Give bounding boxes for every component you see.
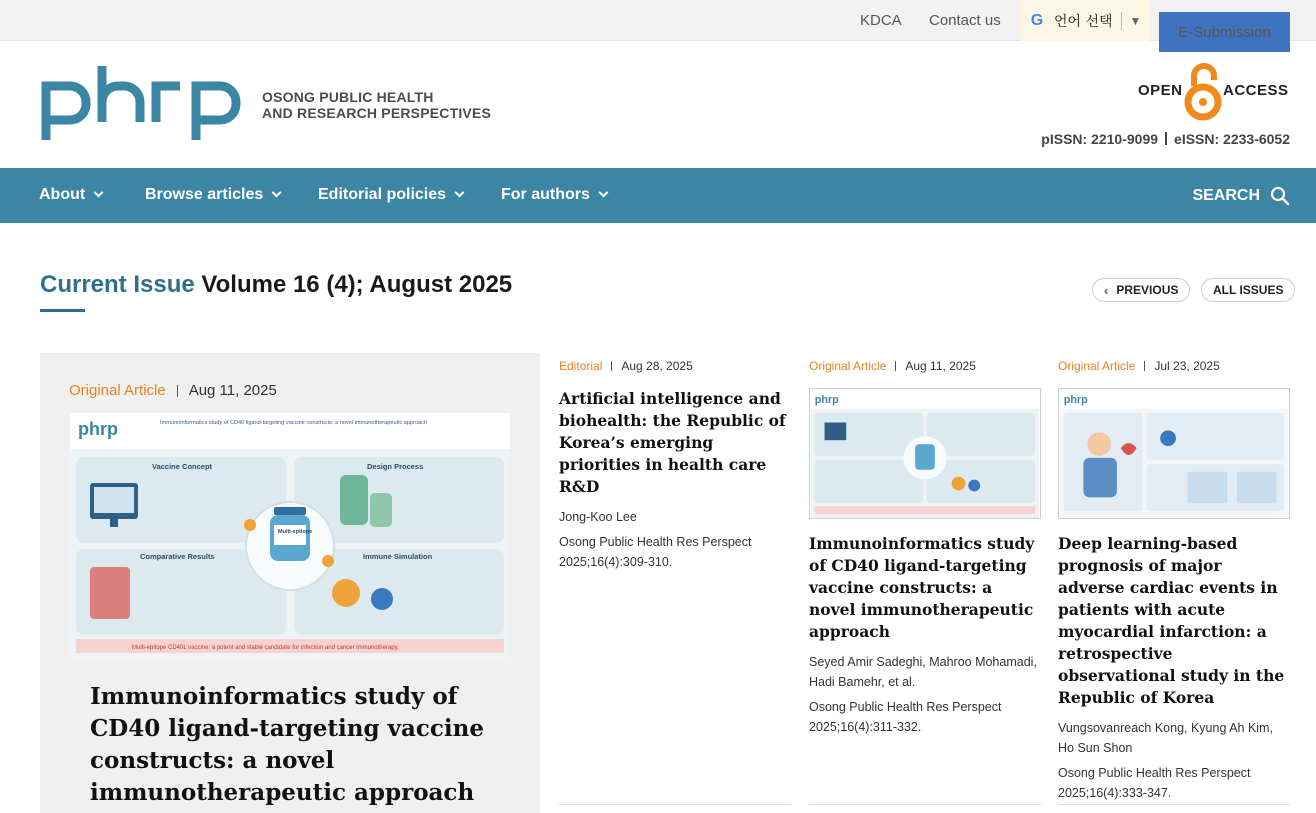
nav-editorial-policies[interactable] bbox=[318, 186, 463, 204]
article-citation: Osong Public Health Res Perspect 2025;16(4):309-310. bbox=[559, 535, 752, 569]
article-authors: Vungsovanreach Kong, Kyung Ah Kim, Ho Sun Shon bbox=[1058, 721, 1273, 755]
open-access-logo bbox=[1138, 62, 1293, 122]
chevron-left-icon: ‹ bbox=[1104, 282, 1109, 298]
meta-divider bbox=[1144, 361, 1145, 371]
current-issue-heading bbox=[40, 271, 512, 299]
language-select-label: 언어 선택 bbox=[1054, 13, 1113, 30]
thumb-logo: phrp bbox=[814, 393, 839, 406]
ga-title: Immunoinformatics study of CD40 ligand-targeting vaccine constructs: a novel immunotherapeutic approach bbox=[160, 420, 428, 426]
article-authors: Seyed Amir Sadeghi, Mahroo Mohamadi, Hadi Bamehr, et al. bbox=[809, 655, 1037, 689]
article-thumbnail[interactable] bbox=[1058, 388, 1290, 519]
article-title[interactable]: Deep learning-based prognosis of major adverse cardiac events in patients with acute myocardial infarction: a retrospective observational study in the Republic of Korea bbox=[1058, 534, 1285, 707]
article-authors: Jong-Koo Lee bbox=[559, 510, 637, 524]
all-issues-button[interactable] bbox=[1201, 278, 1295, 302]
article-thumbnail[interactable] bbox=[809, 388, 1041, 519]
nav-for-authors-label: For authors bbox=[501, 186, 590, 203]
previous-label: PREVIOUS bbox=[1116, 283, 1179, 297]
open-access-lock-icon bbox=[1184, 62, 1222, 122]
article-meta bbox=[1058, 358, 1290, 374]
kdca-link[interactable]: KDCA bbox=[860, 12, 902, 29]
ga-center-label: Multi-epitope bbox=[278, 529, 313, 535]
meta-divider bbox=[895, 361, 896, 371]
chevron-down-icon bbox=[94, 188, 104, 198]
nav-about[interactable] bbox=[39, 186, 102, 204]
current-issue-volume: Volume 16 (4); August 2025 bbox=[201, 271, 513, 298]
article-citation: Osong Public Health Res Perspect 2025;16(4):333-347. bbox=[1058, 766, 1251, 800]
heading-underline bbox=[40, 309, 85, 312]
all-issues-label: ALL ISSUES bbox=[1213, 283, 1284, 297]
ga-logo: phrp bbox=[78, 419, 118, 439]
main-nav bbox=[0, 168, 1316, 223]
article-date: Jul 23, 2025 bbox=[1154, 359, 1220, 373]
contact-us-link[interactable]: Contact us bbox=[929, 12, 1001, 29]
nav-editorial-policies-label: Editorial policies bbox=[318, 186, 447, 203]
featured-article[interactable] bbox=[40, 353, 540, 813]
pissn: pISSN: 2210-9099 bbox=[1041, 131, 1159, 147]
article-card[interactable] bbox=[559, 358, 791, 572]
graphical-abstract-image[interactable] bbox=[70, 413, 510, 660]
chevron-down-icon bbox=[455, 188, 465, 198]
nav-browse-articles-label: Browse articles bbox=[145, 186, 264, 203]
journal-name bbox=[262, 89, 491, 121]
card-divider bbox=[1058, 804, 1290, 805]
open-access-left-text: OPEN bbox=[1138, 82, 1183, 99]
search-button[interactable] bbox=[1192, 186, 1290, 206]
nav-browse-articles[interactable] bbox=[145, 186, 280, 204]
article-type: Editorial bbox=[559, 359, 603, 373]
journal-name-line2: AND RESEARCH PERSPECTIVES bbox=[262, 105, 492, 121]
top-utility-bar bbox=[0, 0, 1316, 41]
article-type: Original Article bbox=[809, 359, 887, 373]
article-title[interactable]: Artificial intelligence and biohealth: the Republic of Korea’s emerging priorities in health care R&D bbox=[559, 389, 786, 496]
ga-panel-comparative-results: Comparative Results bbox=[140, 552, 215, 561]
dropdown-arrow-icon: ▼ bbox=[1129, 13, 1142, 28]
chevron-down-icon bbox=[598, 188, 608, 198]
language-select-divider bbox=[1121, 12, 1122, 30]
chevron-down-icon bbox=[272, 188, 282, 198]
article-meta bbox=[69, 382, 277, 399]
article-date: Aug 11, 2025 bbox=[188, 382, 277, 399]
meta-divider bbox=[177, 385, 178, 397]
search-icon bbox=[1270, 186, 1290, 206]
article-meta bbox=[559, 358, 791, 374]
article-meta bbox=[809, 358, 1041, 374]
current-issue-label: Current Issue bbox=[40, 271, 195, 298]
article-citation: Osong Public Health Res Perspect 2025;16(4):311-332. bbox=[809, 700, 1002, 734]
ga-panel-immune-simulation: Immune Simulation bbox=[363, 552, 433, 561]
nav-for-authors[interactable] bbox=[501, 186, 607, 204]
e-submission-button[interactable]: E-Submission bbox=[1159, 12, 1290, 52]
article-type: Original Article bbox=[69, 382, 166, 399]
eissn: eISSN: 2233-6052 bbox=[1174, 131, 1290, 147]
open-access-right-text: ACCESS bbox=[1223, 82, 1289, 99]
ga-footer: Multi-epitope CD40L vaccine: a potent and stable candidate for infection and cancer immunotherapy. bbox=[132, 645, 399, 651]
issn-info bbox=[1041, 131, 1290, 147]
issn-divider bbox=[1165, 132, 1167, 145]
phrp-logo[interactable] bbox=[40, 62, 252, 144]
article-date: Aug 28, 2025 bbox=[621, 359, 693, 373]
language-select[interactable] bbox=[1020, 0, 1150, 41]
ga-panel-vaccine-concept: Vaccine Concept bbox=[152, 462, 213, 471]
card-divider bbox=[559, 804, 791, 805]
article-type: Original Article bbox=[1058, 359, 1136, 373]
article-card[interactable] bbox=[809, 358, 1041, 737]
search-label: SEARCH bbox=[1192, 187, 1260, 204]
card-divider bbox=[809, 804, 1041, 805]
article-card[interactable] bbox=[1058, 358, 1290, 803]
meta-divider bbox=[611, 361, 612, 371]
ga-panel-design-process: Design Process bbox=[367, 462, 424, 471]
thumb-logo: phrp bbox=[1063, 393, 1088, 406]
journal-name-line1: OSONG PUBLIC HEALTH bbox=[262, 89, 434, 105]
article-title[interactable]: Immunoinformatics study of CD40 ligand-targeting vaccine constructs: a novel immunotherapeutic approach bbox=[809, 534, 1035, 641]
featured-article-title[interactable]: Immunoinformatics study of CD40 ligand-targeting vaccine constructs: a novel immunotherapeutic approach bbox=[90, 683, 484, 806]
google-icon: G bbox=[1030, 11, 1044, 29]
nav-about-label: About bbox=[39, 186, 86, 203]
previous-issue-button[interactable] bbox=[1092, 278, 1190, 302]
article-date: Aug 11, 2025 bbox=[905, 359, 976, 373]
